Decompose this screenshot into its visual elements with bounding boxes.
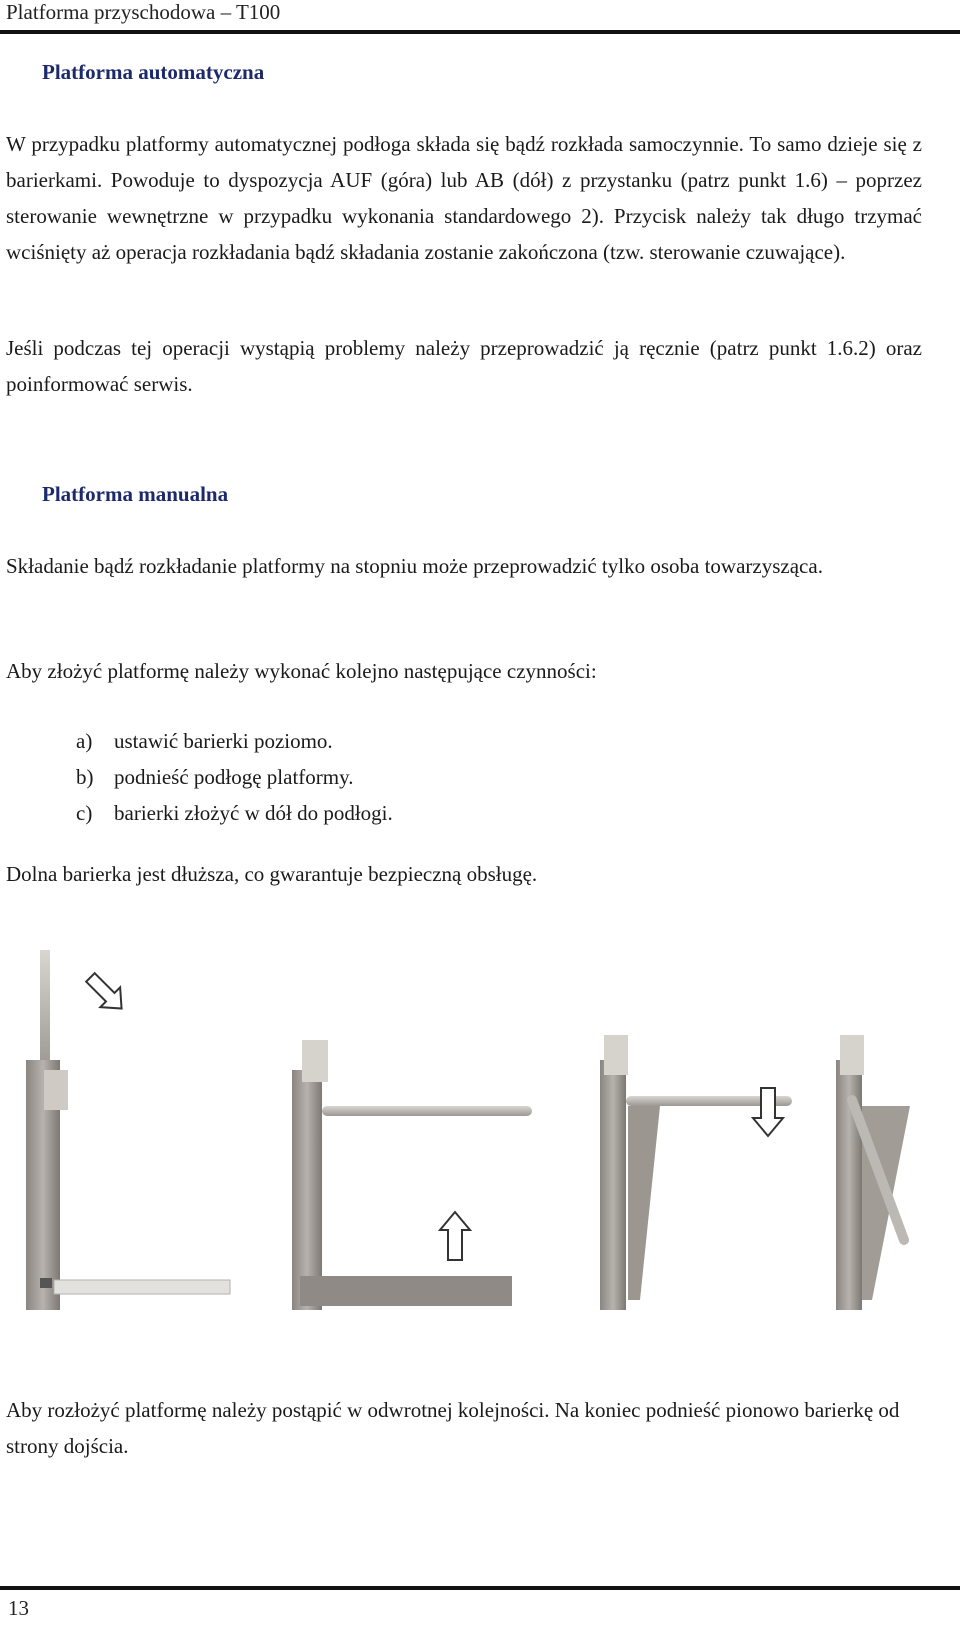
- steps-list: [76, 723, 393, 831]
- floor-hinge: [40, 1278, 52, 1288]
- list-item: [76, 759, 393, 795]
- header-rule: [0, 30, 960, 34]
- footer-rule: [0, 1586, 960, 1590]
- railing-hinge: [840, 1035, 864, 1075]
- panel-railing-horizontal: [292, 1040, 532, 1310]
- paragraph-manual-4: Aby rozłożyć platformę należy postąpić w odwrotnej kolejności. Na koniec podnieść pionowo barierkę od strony dojścia.: [6, 1398, 900, 1458]
- list-item: [76, 795, 393, 831]
- list-marker: a): [76, 729, 93, 753]
- paragraph-manual-3: Dolna barierka jest dłuższa, co gwarantuje bezpieczną obsługę.: [6, 862, 538, 886]
- running-header: Platforma przyschodowa – T100: [6, 0, 281, 24]
- heading-automatic-platform: Platforma automatyczna: [42, 60, 265, 84]
- panel-platform-unfolded: [26, 950, 230, 1310]
- list-item: [76, 723, 393, 759]
- railing-horizontal: [322, 1106, 532, 1116]
- paragraph-automatic-2: Jeśli podczas tej operacji wystąpią problemy należy przeprowadzić ją ręcznie (patrz punkt 1.6.2) oraz poinformować serwis.: [6, 336, 922, 396]
- railing-hinge: [44, 1070, 68, 1110]
- list-marker: c): [76, 801, 93, 825]
- list-item-text: podnieść podłogę platformy.: [114, 765, 354, 789]
- platform-floor-raised: [628, 1106, 660, 1300]
- list-item-text: ustawić barierki poziomo.: [114, 729, 333, 753]
- list-item-text: barierki złożyć w dół do podłogi.: [114, 801, 393, 825]
- arrow-diagonal-down-right-icon: [81, 968, 132, 1019]
- paragraph-manual-1: Składanie bądź rozkładanie platformy na stopniu może przeprowadzić tylko osoba towarzysząca.: [6, 554, 823, 578]
- railing-hinge: [604, 1035, 628, 1075]
- railing-vertical: [40, 950, 50, 1070]
- paragraph-automatic-1: W przypadku platformy automatycznej podłoga składa się bądź rozkłada samoczynnie. To samo dzieje się z barierkami. Powoduje to dyspozycja AUF (góra) lub AB (dół) z przystanku (patrz punkt 1.6) – poprzez sterowanie wewnętrzne w przypadku wykonania standardowego 2). Przycisk należy tak długo trzymać wciśnięty aż operacja rozkładania bądź składania zostanie zakończona (tzw. sterowanie czuwające).: [6, 132, 922, 264]
- platform-floor: [54, 1280, 230, 1294]
- arrow-up-icon: [440, 1212, 470, 1260]
- list-marker: b): [76, 765, 94, 789]
- platform-post: [292, 1070, 322, 1310]
- platform-post: [600, 1060, 626, 1310]
- platform-floor-folded: [300, 1276, 512, 1306]
- folding-sequence-figure: [0, 930, 960, 1330]
- paragraph-manual-2: Aby złożyć platformę należy wykonać kolejno następujące czynności:: [6, 659, 597, 683]
- arrow-down-icon: [753, 1088, 783, 1136]
- page-number: 13: [8, 1596, 29, 1620]
- panel-floor-raised: [600, 1035, 792, 1310]
- heading-manual-platform: Platforma manualna: [42, 482, 229, 506]
- panel-railing-folded: [836, 1035, 910, 1310]
- railing-hinge: [302, 1040, 328, 1082]
